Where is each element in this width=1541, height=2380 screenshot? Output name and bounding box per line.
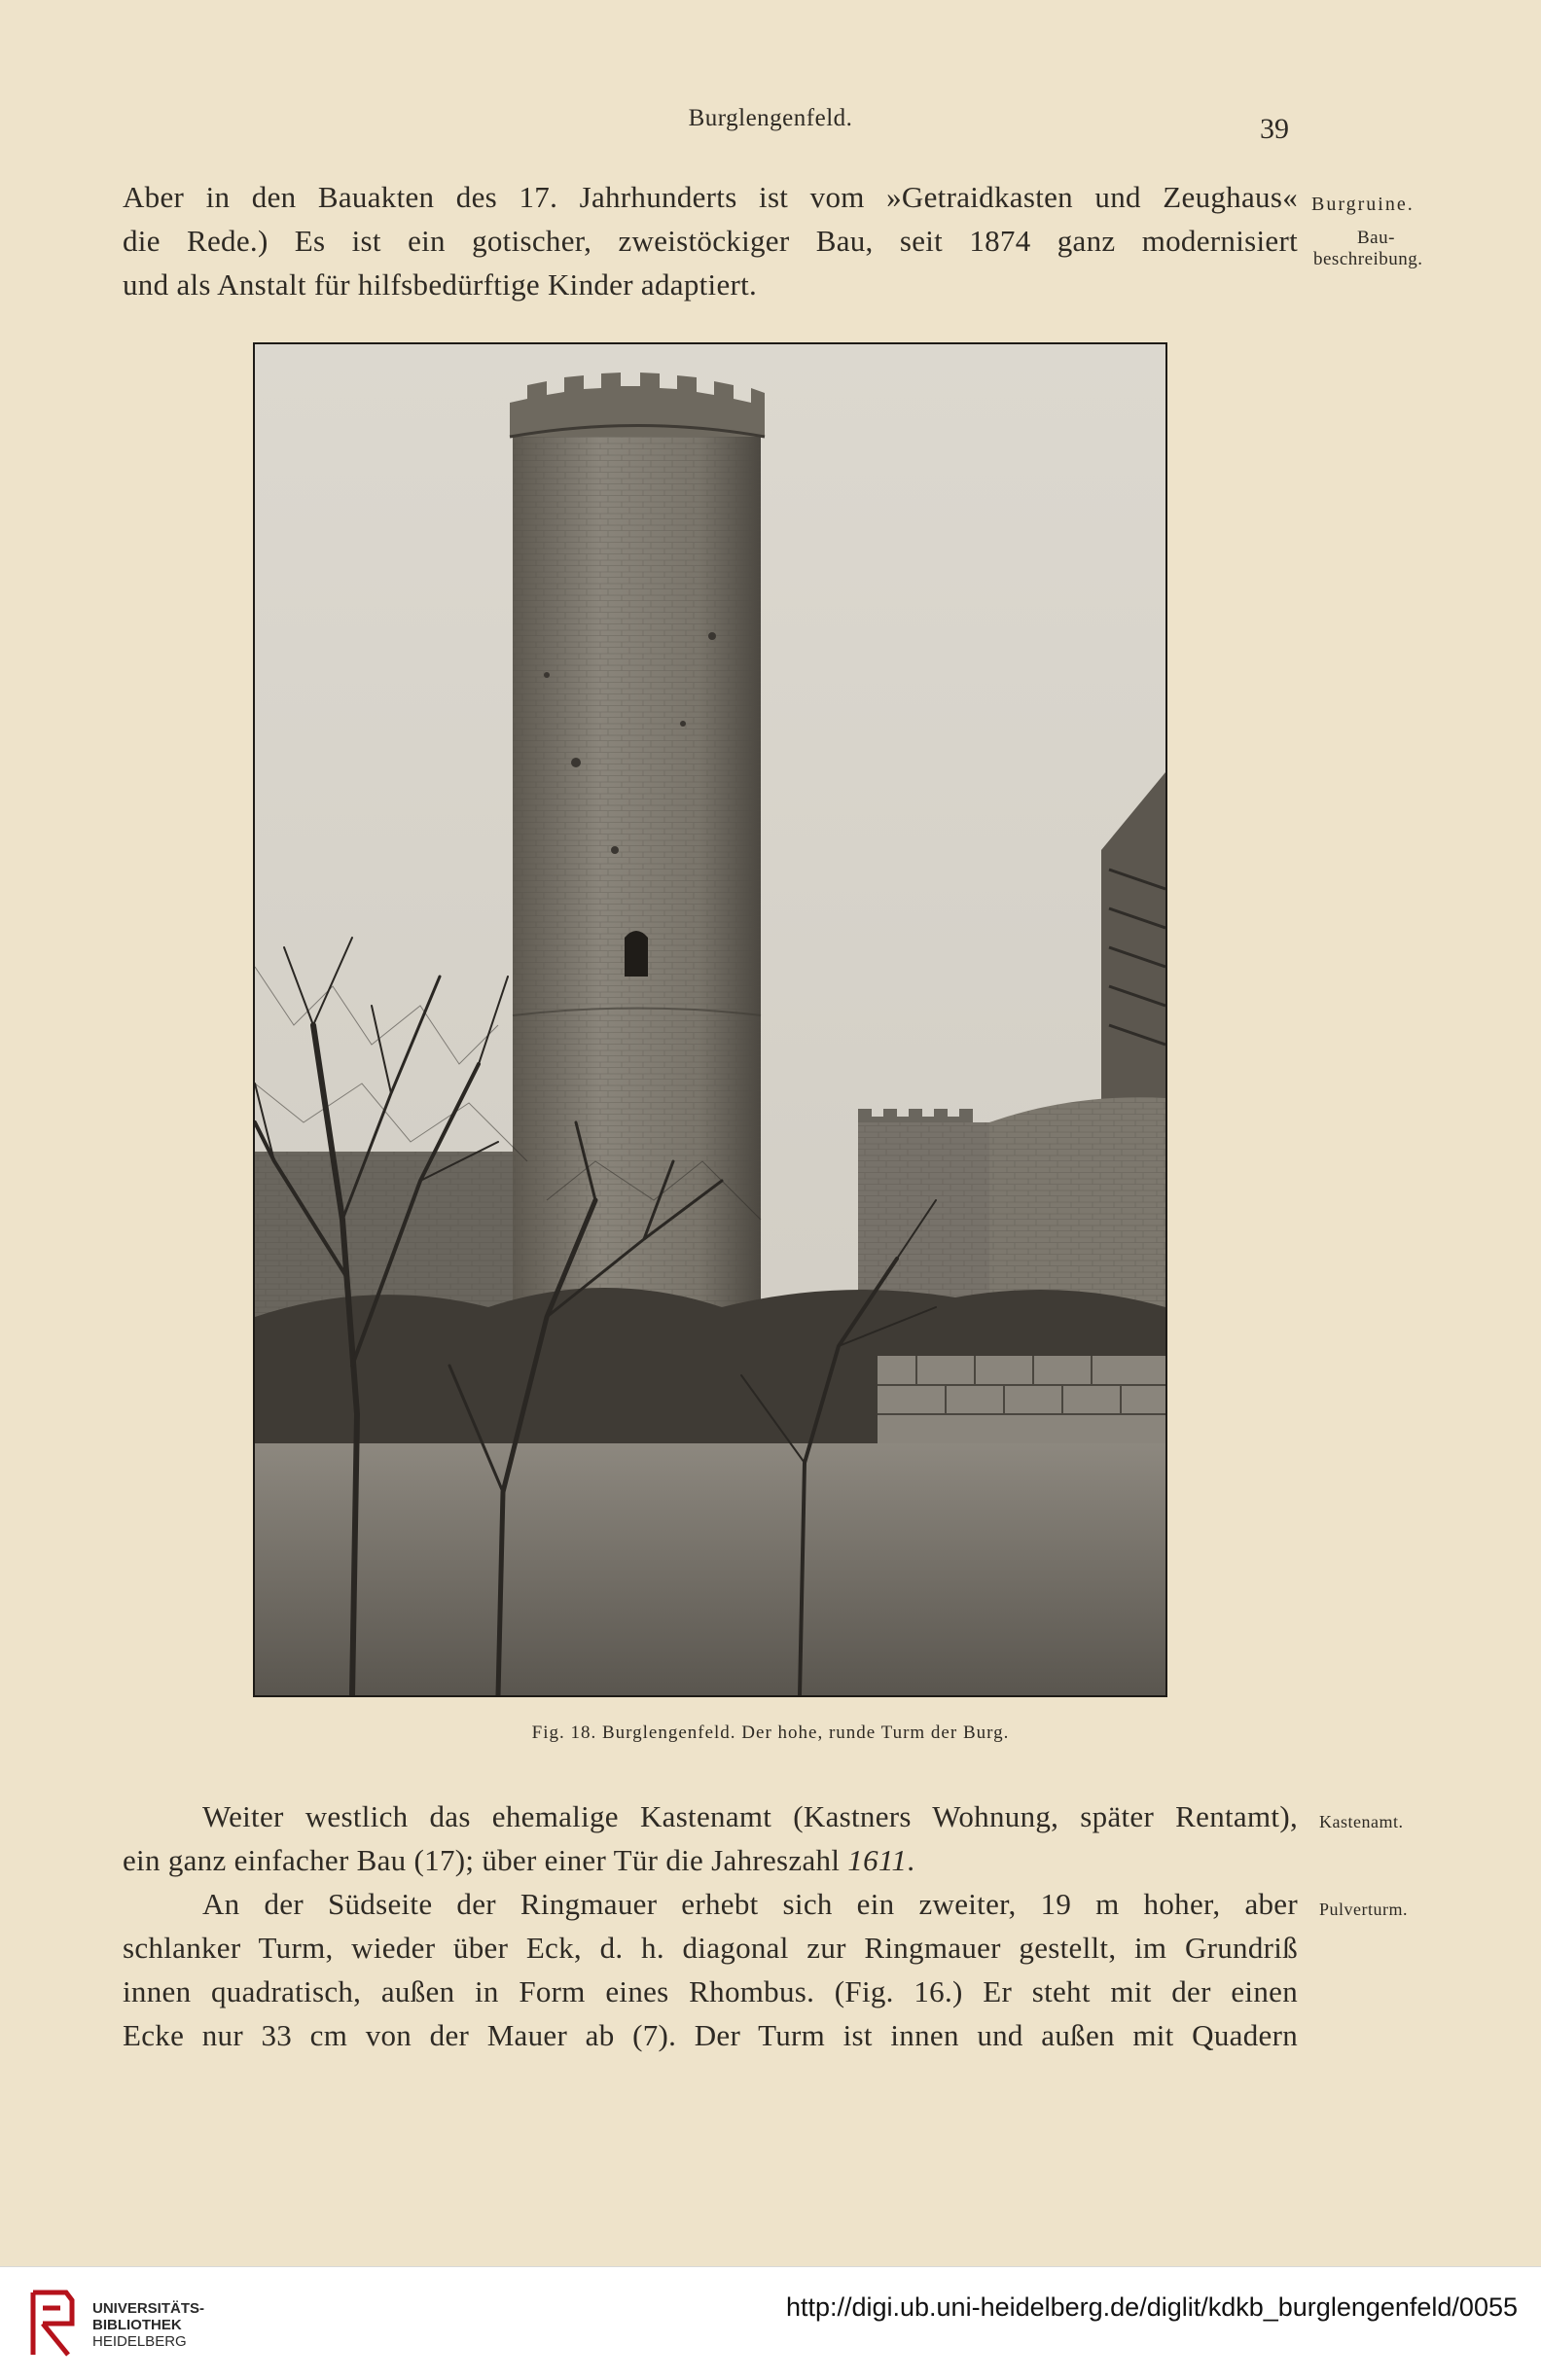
text-line: Aber in den Bauakten des 17. Jahrhunderts ist vom »Getraidkasten und Zeughaus« xyxy=(123,180,1298,214)
margin-note-pulverturm: Pulverturm. xyxy=(1319,1900,1408,1919)
text-line: und als Anstalt für hilfsbedürftige Kinder adaptiert. xyxy=(123,267,758,302)
paragraph-1 xyxy=(123,175,1298,306)
text-span: . xyxy=(907,1843,915,1877)
paragraph-3 xyxy=(123,1882,1298,2057)
margin-note-bau-line2: beschreibung. xyxy=(1313,249,1423,269)
paragraph-2 xyxy=(123,1794,1298,1882)
tower-photograph xyxy=(255,344,1165,1695)
text-line: schlanker Turm, wieder über Eck, d. h. diagonal zur Ringmauer gestellt, im Grundriß xyxy=(123,1931,1298,1965)
margin-note-bau-line1: Bau- xyxy=(1357,228,1395,248)
institution-line-1: UNIVERSITÄTS- xyxy=(92,2300,205,2317)
text-line xyxy=(123,1838,1298,1882)
institution-name xyxy=(92,2300,204,2350)
figure-caption: Fig. 18. Burglengenfeld. Der hohe, runde Turm der Burg. xyxy=(531,1723,1010,1743)
text-line: Ecke nur 33 cm von der Mauer ab (7). Der Turm ist innen und außen mit Quadern xyxy=(123,2018,1298,2052)
text-line: Weiter westlich das ehemalige Kastenamt (Kastners Wohnung, später Rentamt), xyxy=(202,1799,1298,1833)
text-line: die Rede.) Es ist ein gotischer, zweistöckiger Bau, seit 1874 ganz modernisiert xyxy=(123,224,1298,258)
margin-note-burgruine: Burgruine. xyxy=(1311,194,1415,215)
source-url-link[interactable]: http://digi.ub.uni-heidelberg.de/diglit/kdkb_burglengenfeld/0055 xyxy=(785,2292,1518,2322)
institution-line-2: BIBLIOTHEK xyxy=(92,2317,182,2333)
running-head: Burglengenfeld. xyxy=(688,105,853,131)
page-number: 39 xyxy=(1260,113,1289,145)
institution-line-3: HEIDELBERG xyxy=(92,2333,187,2350)
figure-photo xyxy=(253,342,1167,1697)
library-logo-icon xyxy=(21,2287,82,2361)
text-line: An der Südseite der Ringmauer erhebt sich ein zweiter, 19 m hoher, aber xyxy=(202,1887,1298,1921)
margin-note-kastenamt: Kastenamt. xyxy=(1319,1812,1404,1831)
footer-bar xyxy=(0,2266,1541,2380)
text-line: innen quadratisch, außen in Form eines Rhombus. (Fig. 16.) Er steht mit der einen xyxy=(123,1974,1298,2008)
year-italic: 1611 xyxy=(847,1843,908,1877)
text-span: ein ganz einfacher Bau (17); über einer Tür die Jahreszahl xyxy=(123,1843,848,1877)
